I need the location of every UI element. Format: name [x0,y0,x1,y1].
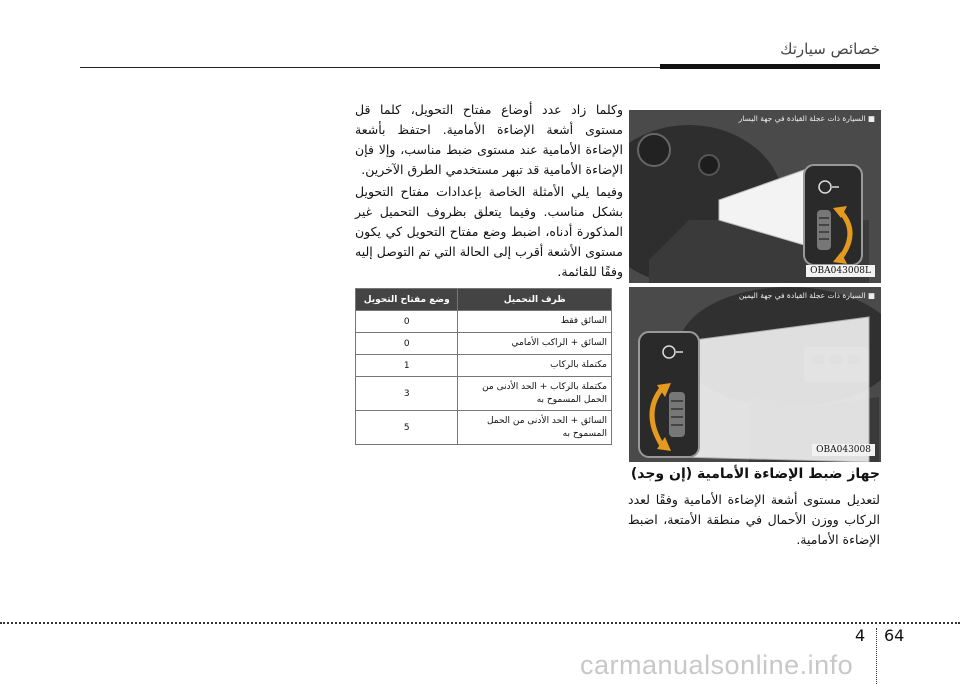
paragraph: وكلما زاد عدد أوضاع مفتاح التحويل، كلما قل مستوى أشعة الإضاءة الأمامية. احتفظ بأشعة الإضاءة الأمامية عند مستوى ضبط مناسب، وإلا فإن الإضاءة الأمامية قد تبهر مستخدمي الطرق الآخرين. [355,102,623,177]
table-cell-condition: مكتملة بالركاب [458,355,612,377]
table-cell-position: 1 [356,355,458,377]
table-cell-position: 5 [356,411,458,445]
left-text-column [355,100,623,284]
table-row [356,355,612,377]
table-row [356,411,612,445]
figure-lhd-dashboard [629,110,881,283]
right-text-column [628,490,880,552]
figure-caption: ■ السيارة ذات عجلة القيادة في جهة اليمين [738,291,875,300]
table-header-row [356,289,612,311]
page-header-title: خصائص سيارتك [780,40,880,58]
paragraph: لتعديل مستوى أشعة الإضاءة الأمامية وفقًا لعدد الركاب ووزن الأحمال في منطقة الأمتعة، اضبط الإضاءة الأمامية. [628,492,880,547]
table-cell-position: 0 [356,311,458,333]
figure-rhd-dashboard [629,287,881,462]
section-number: 4 [855,626,866,645]
page-number-divider [876,628,877,684]
header-rule-accent [660,64,880,69]
table-cell-condition: السائق + الراكب الأمامي [458,333,612,355]
load-condition-table [355,288,612,445]
table-cell-position: 0 [356,333,458,355]
table-cell-position: 3 [356,377,458,411]
figure-code: OBA043008 [812,444,875,456]
table-header-position: وضع مفتاح التحويل [356,289,458,311]
figure-code: OBA043008L [806,265,875,277]
table-cell-condition: السائق + الحد الأدنى من الحمل المسموح به [458,411,612,445]
dashboard-photo-illustration [629,287,881,462]
table-row [356,333,612,355]
section-heading: جهاز ضبط الإضاءة الأمامية (إن وجد) [630,466,880,482]
figure-caption: ■ السيارة ذات عجلة القيادة في جهة اليسار [738,114,875,123]
table-header-condition: ظرف التحميل [458,289,612,311]
table-row [356,311,612,333]
footer-rule [0,622,960,624]
paragraph: وفيما يلي الأمثلة الخاصة بإعدادات مفتاح التحويل بشكل مناسب. وفيما يتعلق بظروف التحميل غير المذكورة أدناه، اضبط وضع مفتاح التحويل كي يكون مستوى الأشعة أقرب إلى الحالة التي تم التوصل إليه وفقًا للقائمة. [355,184,623,279]
watermark: carmanualsonline.info [580,650,854,680]
table-row [356,377,612,411]
dashboard-photo-illustration [629,110,881,283]
page-number: 64 [884,626,905,645]
table-cell-condition: السائق فقط [458,311,612,333]
table-cell-condition: مكتملة بالركاب + الحد الأدنى من الحمل المسموح به [458,377,612,411]
